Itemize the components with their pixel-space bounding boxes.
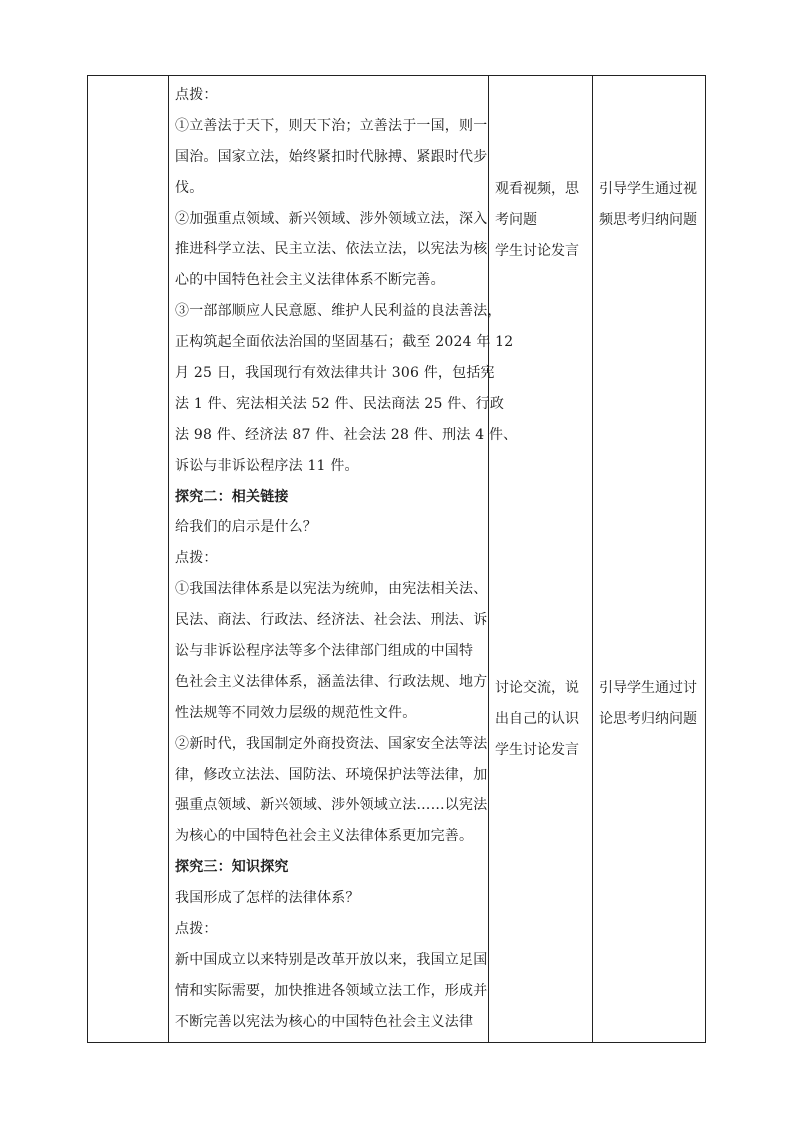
side-line: 观看视频，思 [495,181,579,197]
content-line: 给我们的启示是什么？ [175,519,317,536]
lesson-table [87,75,706,1043]
content-line: 不断完善以宪法为核心的中国特色社会主义法律 [175,1013,474,1030]
content-line: 民法、商法、行政法、经济法、社会法、刑法、诉 [175,612,488,629]
content-line: 为核心的中国特色社会主义法律体系更加完善。 [175,828,474,845]
content-line: ②新时代，我国制定外商投资法、国家安全法等法 [175,735,488,752]
section-heading: 探究三：知识探究 [175,859,289,876]
content-line: 讼与非诉讼程序法等多个法律部门组成的中国特 [175,643,474,660]
content-line: 国治。国家立法，始终紧扣时代脉搏、紧跟时代步 [175,148,488,165]
content-line: 法 98 件、经济法 87 件、社会法 28 件、刑法 4 件、 [175,426,518,443]
student-activity-cell [488,76,592,1042]
design-intent-cell [592,76,707,1042]
side-line: 学生讨论发言 [495,741,579,758]
student-activity-block [495,673,579,766]
content-line: 我国形成了怎样的法律体系？ [175,890,360,907]
content-line: 强重点领域、新兴领域、涉外领域立法……以宪法 [175,797,488,814]
content-line: ①立善法于天下，则天下治；立善法于一国，则一 [175,117,488,134]
content-line: 法 1 件、宪法相关法 52 件、民法商法 25 件、行政 [175,395,505,412]
content-line: ②加强重点领域、新兴领域、涉外领域立法，深入 [175,210,488,227]
content-line: 正构筑起全面依法治国的坚固基石；截至 2024 年 12 [175,334,514,351]
side-line: 论思考归纳问题 [599,710,697,727]
side-line: 引导学生通过讨 [599,680,697,696]
content-line: 点拨： [175,87,218,103]
content-line: 诉讼与非诉讼程序法 11 件。 [175,457,359,474]
content-line: 色社会主义法律体系，涵盖法律、行政法规、地方 [175,673,488,690]
student-activity-block [495,174,579,267]
content-line: 月 25 日，我国现行有效法律共计 306 件，包括宪 [175,365,495,382]
content-line: 心的中国特色社会主义法律体系不断完善。 [175,272,445,289]
content-line: 点拨： [175,550,218,567]
content-line: 点拨： [175,921,218,938]
section-heading: 探究二：相关链接 [175,488,289,505]
side-line: 学生讨论发言 [495,242,579,259]
content-line: 性法规等不同效力层级的规范性文件。 [175,704,417,721]
content-line: 伐。 [175,179,204,196]
side-line: 引导学生通过视 [599,181,697,197]
content-line: 新中国成立以来特别是改革开放以来，我国立足国 [175,951,488,968]
content-line: ③一部部顺应人民意愿、维护人民利益的良法善法， [175,303,502,320]
content-line: 情和实际需要，加快推进各领域立法工作，形成并 [175,982,488,999]
stage-cell [88,76,168,1042]
design-intent-block [599,174,697,236]
design-intent-block [599,673,697,735]
content-line: ①我国法律体系是以宪法为统帅，由宪法相关法、 [175,581,488,598]
side-line: 频思考归纳问题 [599,211,697,228]
side-line: 讨论交流，说 [495,680,579,696]
side-line: 出自己的认识 [495,710,579,727]
content-line: 推进科学立法、民主立法、依法立法，以宪法为核 [175,241,488,258]
content-line: 律，修改立法法、国防法、环境保护法等法律，加 [175,766,488,783]
side-line: 考问题 [495,211,537,228]
